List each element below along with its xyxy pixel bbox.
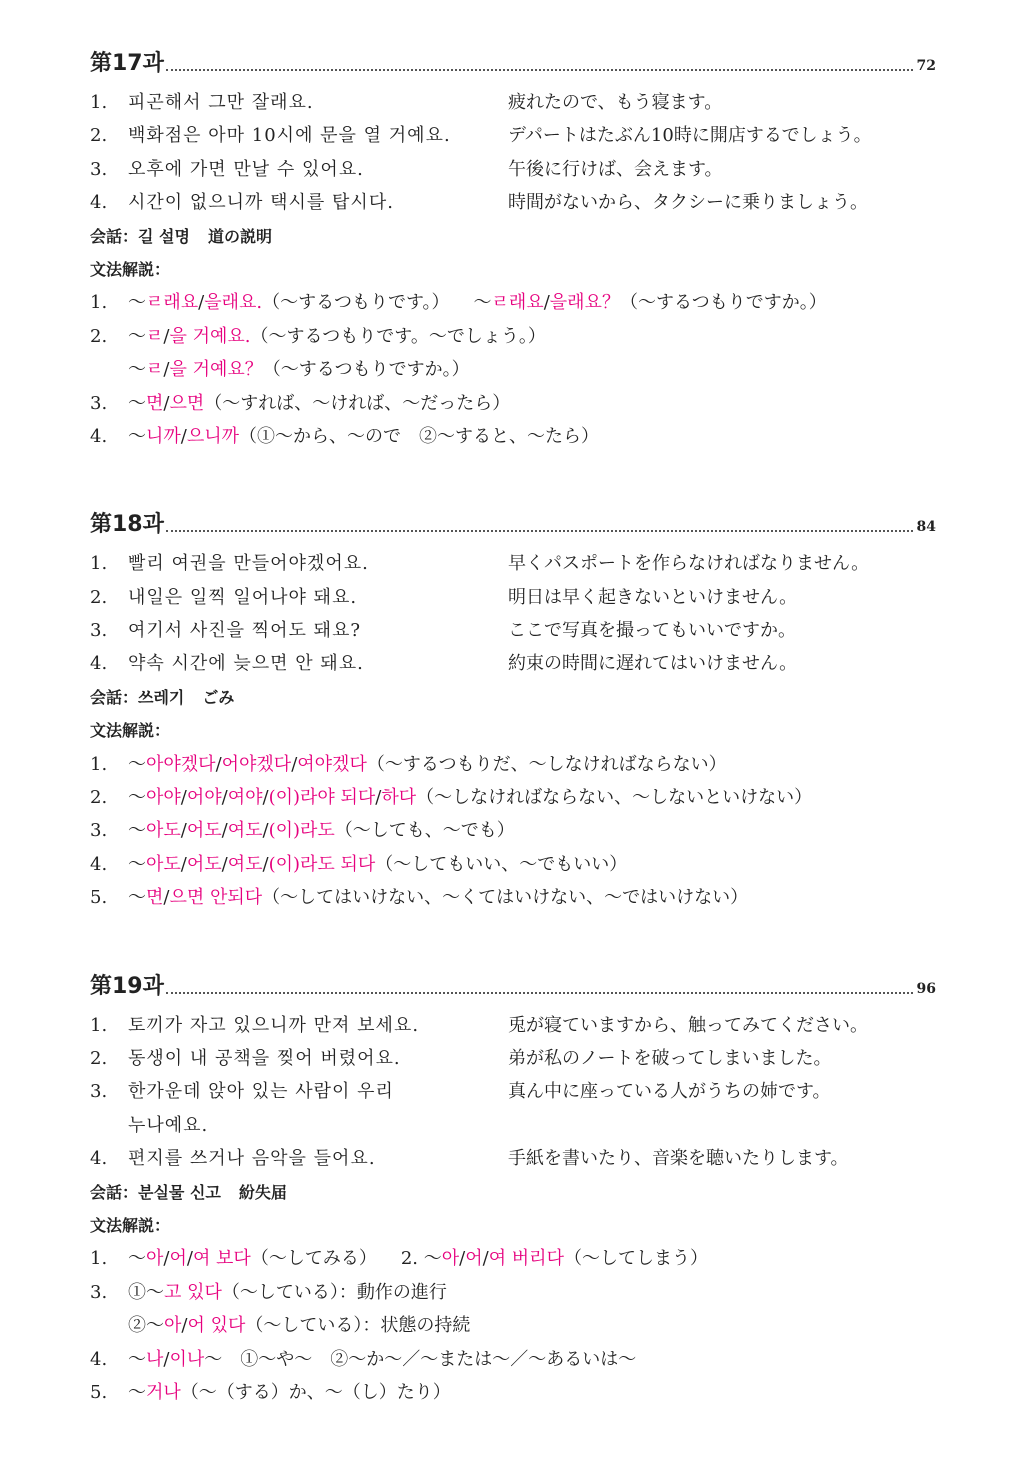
- sentence-row: [90, 1109, 936, 1142]
- item-number: 2.: [90, 125, 108, 147]
- item-number: 2.: [90, 787, 108, 809]
- grammar-pattern: 어도: [186, 820, 222, 842]
- grammar-prefix: ～: [423, 1248, 442, 1270]
- item-number: 4.: [90, 425, 108, 447]
- korean-sentence: 누나예요.: [128, 1114, 209, 1136]
- item-number: 5.: [90, 1381, 108, 1403]
- japanese-translation: 手紙を書いたり、音楽を聴いたりします。: [508, 1148, 849, 1170]
- korean-sentence: 피곤해서 그만 잘래요.: [128, 92, 314, 113]
- slash: /: [221, 787, 228, 809]
- grammar-row: [90, 1276, 936, 1309]
- japanese-translation: 真ん中に座っている人がうちの姉です。: [508, 1081, 831, 1103]
- grammar-prefix: ①～: [128, 1281, 164, 1303]
- korean-sentence: 약속 시간에 늦으면 안 돼요.: [128, 653, 364, 675]
- grammar-pattern: 어야: [186, 787, 222, 809]
- grammar-pattern: 아도: [146, 820, 181, 842]
- slash: /: [221, 820, 228, 842]
- japanese-translation: 午後に行けば、会えます。: [508, 158, 723, 180]
- item-number: 3.: [90, 158, 108, 180]
- grammar-gloss: （～してしまう）: [563, 1248, 708, 1270]
- grammar-pattern: 어 있다: [187, 1315, 246, 1337]
- slash: /: [180, 820, 187, 842]
- item-number: 2.: [90, 586, 108, 608]
- grammar-pattern: ㄹ: [146, 325, 164, 347]
- slash: /: [375, 787, 382, 809]
- grammar-gloss: （～するつもりですか。）: [619, 292, 827, 314]
- conversation-title-ja: ごみ: [202, 687, 235, 707]
- grammar-row: [90, 1242, 936, 1275]
- grammar-pattern: 여 버리다: [488, 1248, 564, 1270]
- conversation-title-ja: 道の説明: [207, 226, 272, 246]
- page-number: 72: [916, 58, 936, 74]
- grammar-body: [128, 881, 748, 914]
- grammar-prefix: ～: [128, 359, 146, 381]
- grammar-prefix: ～: [128, 1348, 146, 1370]
- sentence-row: [90, 1042, 936, 1075]
- sentence-row: [90, 1009, 936, 1042]
- grammar-pattern: ㄹ래요: [146, 292, 199, 314]
- grammar-pattern: 아야겠다: [146, 753, 216, 775]
- japanese-translation: 明日は早く起きないといけません。: [508, 586, 798, 608]
- grammar-pattern: 으면: [169, 392, 205, 414]
- japanese-translation: デパートはたぶん10時に開店するでしょう。: [508, 125, 872, 147]
- grammar-body: [128, 814, 515, 847]
- grammar-body: [128, 320, 546, 353]
- japanese-translation: 弟が私のノートを破ってしまいました。: [508, 1047, 832, 1069]
- conversation-heading: [90, 1176, 936, 1209]
- grammar-pattern: 여 보다: [192, 1248, 251, 1270]
- item-number: 3.: [90, 820, 108, 842]
- slash: /: [181, 1315, 188, 1337]
- sentence-row: [90, 581, 936, 614]
- grammar-pattern: 아: [441, 1248, 460, 1270]
- item-number: 1.: [90, 92, 108, 113]
- korean-sentence: 빨리 여권을 만들어야겠어요.: [128, 553, 369, 575]
- conversation-label: 会話：쓰레기: [90, 687, 185, 707]
- slash: /: [262, 820, 269, 842]
- slash: /: [186, 1248, 193, 1270]
- grammar-gloss: （～している）：動作の進行: [221, 1281, 447, 1303]
- slash: /: [163, 1248, 170, 1270]
- grammar-prefix: ～: [128, 325, 146, 347]
- grammar-prefix: ～: [128, 787, 146, 809]
- slash: /: [180, 425, 187, 447]
- grammar-body: [128, 387, 510, 420]
- sentence-row: [90, 186, 936, 219]
- slash: /: [163, 359, 170, 381]
- item-number: 1.: [90, 1248, 108, 1270]
- grammar-gloss: （～（する）か、～（し）たり）: [180, 1381, 451, 1403]
- grammar-pattern: 나: [146, 1348, 164, 1370]
- grammar-pattern: 을래요？: [549, 292, 620, 314]
- section-gap: [90, 915, 936, 965]
- lesson-title: 第19과: [90, 973, 164, 999]
- grammar-row: [90, 320, 936, 353]
- lesson-title: 第18과: [90, 512, 164, 538]
- grammar-pattern: 을 거예요.: [169, 325, 251, 347]
- japanese-translation: 兎が寝ていますから、触ってみてください。: [508, 1014, 868, 1036]
- page-number: 84: [916, 519, 936, 536]
- grammar-row: [90, 353, 936, 386]
- slash: /: [482, 1248, 489, 1270]
- grammar-row: [90, 1343, 936, 1376]
- grammar-body: [128, 286, 827, 319]
- grammar-heading: 文法解説：: [90, 1215, 171, 1235]
- item-number: 1.: [90, 1014, 108, 1036]
- grammar-heading: 文法解説：: [90, 259, 171, 279]
- grammar-prefix: ～: [128, 425, 146, 447]
- conversation-heading: [90, 220, 936, 253]
- item-number: 2.: [90, 325, 108, 347]
- grammar-prefix: ～: [128, 753, 146, 775]
- grammar-pattern: 이나: [169, 1348, 205, 1370]
- grammar-row: [90, 1309, 936, 1342]
- grammar-gloss: （～するつもりですか。）: [262, 359, 470, 381]
- grammar-pattern: (이)라도 되다: [268, 853, 376, 875]
- grammar-row: [90, 881, 936, 914]
- korean-sentence: 내일은 일찍 일어나야 돼요.: [128, 586, 358, 608]
- grammar-pattern: 여야겠다: [297, 753, 367, 775]
- grammar-pattern: 을래요.: [204, 292, 263, 314]
- korean-sentence: 여기서 사진을 찍어도 돼요?: [128, 620, 362, 642]
- slash: /: [459, 1248, 466, 1270]
- grammar-body: [128, 1376, 451, 1409]
- conversation-title-ja: 紛失届: [238, 1182, 287, 1202]
- grammar-pattern: ㄹ래요: [491, 292, 544, 314]
- grammar-pattern: 어: [169, 1248, 187, 1270]
- item-number: 2.: [400, 1248, 419, 1270]
- grammar-prefix: ～: [128, 853, 146, 875]
- item-number: 4.: [90, 1148, 108, 1170]
- korean-sentence: 편지를 쓰거나 음악을 들어요.: [128, 1148, 376, 1170]
- grammar-row: [90, 286, 936, 319]
- lesson-17: [90, 42, 936, 453]
- grammar-body: [128, 1242, 708, 1275]
- grammar-body: [128, 1343, 636, 1376]
- grammar-gloss: （～するつもりです。～でしょう。）: [250, 325, 546, 347]
- sentence-row: [90, 647, 936, 680]
- lesson-header: [90, 965, 936, 1001]
- slash: /: [291, 753, 298, 775]
- grammar-pattern: 어: [465, 1248, 483, 1270]
- grammar-gloss: （～するつもりだ、～しなければならない）: [366, 753, 727, 775]
- grammar-body: [128, 420, 599, 453]
- sentence-row: [90, 153, 936, 186]
- grammar-pattern: 으면 안되다: [169, 887, 263, 909]
- item-number: 3.: [90, 620, 108, 642]
- grammar-pattern: (이)라도: [268, 820, 335, 842]
- grammar-body: [128, 1276, 447, 1309]
- grammar-pattern: 을 거예요？: [169, 359, 263, 381]
- grammar-pattern: 면: [146, 887, 164, 909]
- item-number: 1.: [90, 292, 108, 314]
- grammar-pattern: 으니까: [186, 425, 240, 447]
- item-number: 1.: [90, 753, 108, 775]
- item-number: 4.: [90, 192, 108, 214]
- grammar-pattern: 아도: [146, 853, 181, 875]
- sentence-row: [90, 1142, 936, 1175]
- grammar-pattern: 아: [146, 1248, 164, 1270]
- grammar-prefix: ～: [128, 392, 146, 414]
- grammar-body: [128, 748, 727, 781]
- grammar-pattern: ㄹ: [146, 359, 164, 381]
- slash: /: [262, 853, 269, 875]
- korean-sentence: 오후에 가면 만날 수 있어요.: [128, 158, 364, 180]
- grammar-pattern: 어야겠다: [221, 753, 292, 775]
- grammar-pattern: 면: [146, 392, 164, 414]
- grammar-pattern: 아야: [146, 787, 181, 809]
- grammar-prefix: ～: [128, 1248, 146, 1270]
- slash: /: [163, 887, 170, 909]
- slash: /: [163, 325, 170, 347]
- grammar-pattern: 여도: [227, 853, 263, 875]
- grammar-body: [128, 353, 470, 386]
- leader-dots: [166, 992, 913, 994]
- grammar-row: [90, 848, 936, 881]
- korean-sentence: 토끼가 자고 있으니까 만져 보세요.: [128, 1014, 420, 1036]
- slash: /: [180, 787, 187, 809]
- item-number: 3.: [90, 1081, 108, 1103]
- japanese-translation: 早くパスポートを作らなければなりません。: [508, 553, 870, 575]
- grammar-gloss: （～すれば、～ければ、～だったら）: [204, 392, 511, 414]
- grammar-row: [90, 781, 936, 814]
- grammar-gloss: （～するつもりです。）: [262, 292, 450, 314]
- item-number: 4.: [90, 853, 108, 875]
- slash: /: [543, 292, 550, 314]
- grammar-row: [90, 387, 936, 420]
- grammar-prefix: ～: [473, 292, 492, 314]
- item-number: 5.: [90, 887, 108, 909]
- page-number: 96: [916, 980, 936, 997]
- conversation-label: 会話：길 설명: [90, 226, 190, 246]
- grammar-gloss: （～してもいい、～でもいい）: [375, 853, 628, 875]
- lesson-18: [90, 503, 936, 914]
- korean-sentence: 동생이 내 공책을 찢어 버렸어요.: [128, 1047, 401, 1069]
- lesson-19: [90, 965, 936, 1410]
- item-number: 3.: [90, 392, 108, 414]
- slash: /: [198, 292, 205, 314]
- leader-dots: [166, 530, 913, 532]
- grammar-body: [128, 781, 812, 814]
- grammar-gloss: （～してはいけない、～くてはいけない、～ではいけない）: [262, 887, 749, 909]
- grammar-body: [128, 1309, 470, 1342]
- grammar-body: [128, 848, 627, 881]
- item-number: 4.: [90, 1348, 108, 1370]
- grammar-gloss: （①～から、～ので ②～すると、～たら）: [239, 425, 600, 447]
- grammar-heading: 文法解説：: [90, 721, 171, 741]
- slash: /: [215, 753, 222, 775]
- grammar-gloss: （～しなければならない、～しないといけない）: [416, 787, 813, 809]
- grammar-gloss: ～ ①～や～ ②～か～／～または～／～あるいは～: [204, 1348, 637, 1370]
- conversation-heading: [90, 681, 936, 714]
- item-number: 1.: [90, 553, 108, 575]
- grammar-row: [90, 1376, 936, 1409]
- grammar-prefix: ～: [128, 887, 146, 909]
- lesson-header: [90, 42, 936, 78]
- grammar-pattern: 어도: [186, 853, 222, 875]
- japanese-translation: 約束の時間に遅れてはいけません。: [508, 653, 798, 675]
- grammar-gloss: （～している）：状態の持続: [245, 1315, 471, 1337]
- lesson-title: 第17과: [90, 51, 164, 76]
- grammar-row: [90, 748, 936, 781]
- grammar-prefix: ②～: [128, 1315, 164, 1337]
- korean-sentence: 시간이 없으니까 택시를 탑시다.: [128, 192, 394, 214]
- sentence-row: [90, 86, 936, 119]
- japanese-translation: ここで写真を撮ってもいいですか。: [508, 620, 796, 642]
- item-number: 3.: [90, 1281, 108, 1303]
- slash: /: [180, 853, 187, 875]
- sentence-row: [90, 1075, 936, 1108]
- korean-sentence: 백화점은 아마 10시에 문을 열 거예요.: [128, 125, 451, 147]
- page: [90, 42, 936, 1409]
- grammar-prefix: ～: [128, 1381, 146, 1403]
- grammar-pattern: 니까: [146, 425, 181, 447]
- sentence-row: [90, 614, 936, 647]
- korean-sentence: 한가운데 앉아 있는 사람이 우리: [128, 1081, 394, 1103]
- slash: /: [163, 1348, 170, 1370]
- grammar-row: [90, 420, 936, 453]
- section-gap: [90, 453, 936, 503]
- grammar-pattern: 여야: [227, 787, 263, 809]
- japanese-translation: 疲れたので、もう寝ます。: [508, 92, 723, 113]
- slash: /: [163, 392, 170, 414]
- grammar-row: [90, 814, 936, 847]
- slash: /: [221, 853, 228, 875]
- lesson-header: [90, 503, 936, 539]
- slash: /: [262, 787, 269, 809]
- grammar-pattern: 고 있다: [164, 1281, 222, 1303]
- conversation-label: 会話：분실물 신고: [90, 1182, 221, 1202]
- grammar-pattern: 아: [164, 1315, 182, 1337]
- japanese-translation: 時間がないから、タクシーに乗りましょう。: [508, 192, 868, 214]
- item-number: 2.: [90, 1047, 108, 1069]
- grammar-pattern: (이)라야 되다: [268, 787, 376, 809]
- leader-dots: [166, 69, 913, 71]
- grammar-pattern: 하다: [381, 787, 417, 809]
- grammar-prefix: ～: [128, 820, 146, 842]
- grammar-gloss: （～しても、～でも）: [334, 820, 515, 842]
- sentence-row: [90, 119, 936, 152]
- grammar-gloss: （～してみる）: [250, 1248, 377, 1270]
- grammar-pattern: 여도: [227, 820, 263, 842]
- item-number: 4.: [90, 653, 108, 675]
- grammar-prefix: ～: [128, 292, 146, 314]
- sentence-row: [90, 547, 936, 580]
- grammar-pattern: 거나: [146, 1381, 181, 1403]
